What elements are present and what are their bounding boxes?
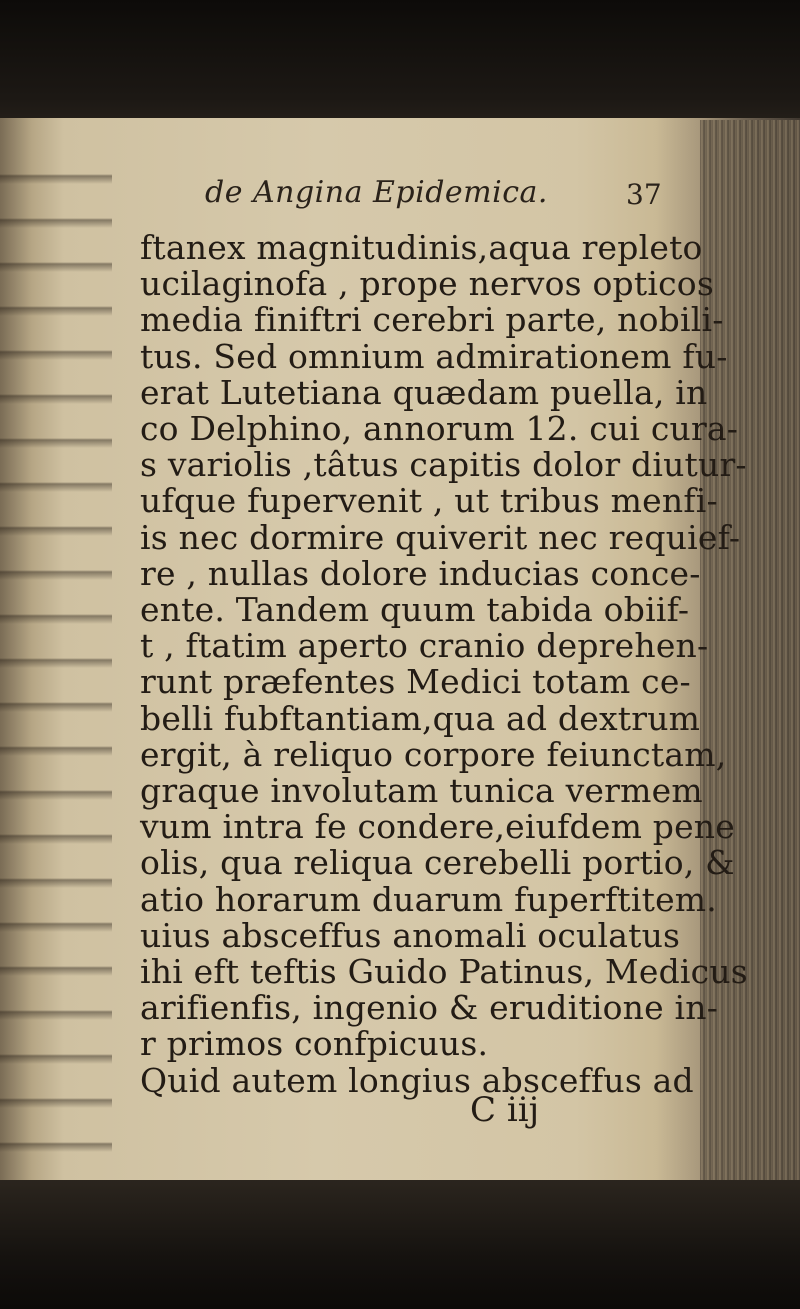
text-line: media finiftri cerebri parte, nobili-: [140, 300, 724, 340]
text-line: s variolis ,tâtus capitis dolor diutur-: [140, 445, 747, 485]
page-number: 37: [626, 178, 662, 211]
dark-background-bottom: [0, 1180, 800, 1309]
text-line: olis, qua reliqua cerebelli portio, &: [140, 843, 735, 883]
text-line: ucilaginofa , prope nervos opticos: [140, 264, 714, 304]
text-line: Quid autem longius absceffus ad: [140, 1060, 694, 1100]
page-gutter: [0, 140, 112, 1180]
running-title: de Angina Epidemica.: [205, 175, 548, 210]
text-line: r primos confpicuus.: [140, 1024, 489, 1064]
text-line: runt præfentes Medici totam ce-: [140, 662, 691, 702]
text-line: ftanex magnitudinis,aqua repleto: [140, 228, 703, 267]
text-line: atio horarum duarum fuperftitem.: [140, 879, 717, 919]
signature-mark: C iij: [470, 1090, 540, 1130]
text-line: arifienfis, ingenio & eruditione in-: [140, 988, 719, 1028]
text-line: ihi eft teftis Guido Patinus, Medicus: [140, 952, 748, 991]
text-line: re , nullas dolore inducias conce-: [140, 553, 701, 593]
text-line: vum intra fe condere,eiufdem pene: [140, 807, 735, 847]
text-line: ente. Tandem quum tabida obiif-: [140, 590, 690, 629]
text-line: co Delphino, annorum 12. cui cura-: [140, 409, 739, 448]
text-line: ergit, à reliquo corpore feiunctam,: [140, 734, 727, 774]
text-line: is nec dormire quiverit nec requief-: [140, 517, 741, 557]
text-line: ufque fupervenit , ut tribus menfi-: [140, 481, 718, 521]
text-line: uius absceffus anomali oculatus: [140, 915, 681, 955]
text-line: t , ftatim aperto cranio deprehen-: [140, 626, 709, 666]
text-line: graque involutam tunica vermem: [140, 771, 703, 810]
text-line: erat Lutetiana quædam puella, in: [140, 372, 708, 412]
text-line: tus. Sed omnium admirationem fu-: [140, 336, 728, 376]
text-line: belli fubftantiam,qua ad dextrum: [140, 698, 701, 738]
